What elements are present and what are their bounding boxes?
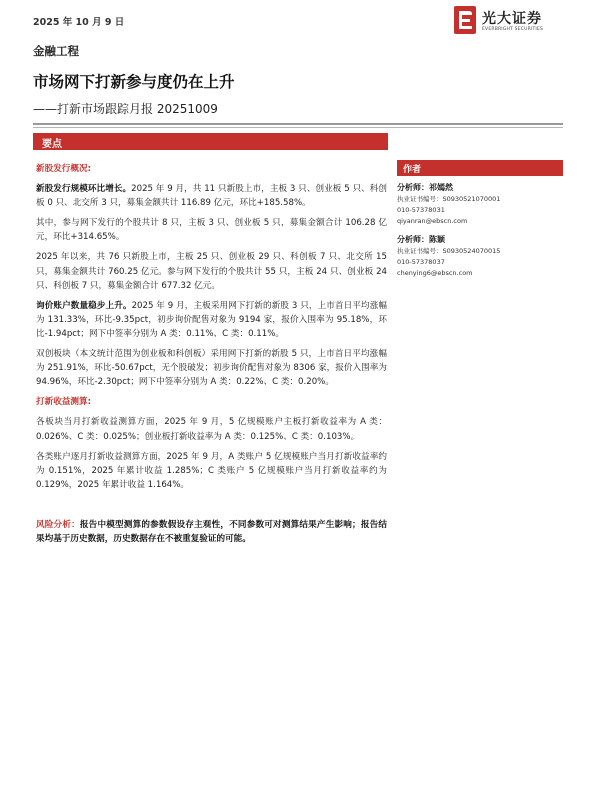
new-issue-heading: 新股发行概况: [36,164,91,174]
paragraph-7: 各类账户逐月打新收益测算方面，2025 年 9 月，A 类账户 5 亿规模账户当月打新收益率约为 0.151%，2025 年累计收益 1.285%；C 类账户 5 亿规模账户当月打新收益率约为 0.129%，2025 年累计收益 1.164%。 [36,451,387,490]
company-logo [454,6,574,36]
paragraph-1-body: 2025 年 9 月，共 11 只新股上市，主板 3 只、创业板 5 只、科创板 0 只、北交所 3 只，募集金额共计 116.89 亿元，环比+185.58%。 [36,184,387,209]
analyst-card [397,233,563,279]
paragraph-5: 双创板块（本文统计范围为创业板和科创板）采用网下打新的新股 5 只，上市首日平均涨幅为 251.91%，环比-50.67pct，无个股破发；初步询价配售对象为 8306 家，报价入围率为 94.96%，环比-2.30pct；网下中签率分别为 A 类：0.22%、C 类：0.20%。 [36,349,387,388]
analyst-phone: 010-57378037 [397,258,445,266]
logo-english-name: EVERBRIGHT SECURITIES [482,27,544,32]
header-divider [33,123,563,125]
analyst-name: 祁嫣然 [429,183,453,192]
paragraph-2: 其中，参与网下发行的个股共计 8 只，主板 3 只、创业板 5 只，募集金额合计 106.28 亿元，环比+314.65%。 [36,218,387,243]
analyst-card [397,181,563,227]
risk-text: 报告中模型测算的参数假设存主观性，不同参数可对测算结果产生影响；报告结果均基于历史数据，历史数据存在不被重复验证的可能。 [36,519,387,544]
risk-paragraph [36,518,387,546]
report-subtitle: ——打新市场跟踪月报 20251009 [33,102,218,116]
main-content [36,162,387,552]
analyst-role: 分析师： [397,183,429,192]
analyst-email[interactable]: qiyanran@ebscn.com [397,217,468,225]
report-date: 2025 年 10 月 9 日 [33,17,125,28]
analyst-license: 执业证书编号：S0930524070015 [397,247,501,255]
risk-label: 风险分析： [36,519,80,530]
paragraph-4-lead: 询价账户数量稳步上升。 [36,300,132,311]
everbright-logo-icon [454,6,476,34]
report-title: 市场网下打新参与度仍在上升 [33,73,235,91]
paragraph-3: 2025 年以来，共 76 只新股上市，主板 25 只、创业板 29 只、科创板 7 只、北交所 15 只，募集金额共计 760.25 亿元。参与网下发行的个股共计 55 只，主板 24 只、创业板 24 只、科创板 7 只，募集金额合计 677.32 亿元。 [36,252,387,291]
analyst-license: 执业证书编号：S0930521070001 [397,195,501,203]
analyst-name-line [397,233,563,246]
paragraph-4-body: 2025 年 9 月，主板采用网下打新的新股 3 只，上市首日平均涨幅为 131.33%，环比-9.35pct，初步询价配售对象为 9194 家，报价入围率为 95.18%，环比-1.94pct；网下中签率分别为 A 类：0.11%、C 类：0.11%。 [36,300,387,339]
paragraph-1-lead: 新股发行规模环比增长。 [36,184,132,195]
analyst-role: 分析师： [397,235,429,244]
spacer [36,498,387,518]
paragraph-1 [36,182,387,210]
analyst-name: 陈颖 [429,235,445,244]
paragraph-6: 各板块当月打新收益测算方面，2025 年 9 月，5 亿规模账户主板打新收益率为 A 类：0.026%、C 类：0.025%；创业板打新收益率为 A 类：0.125%、C 类：0.103%。 [36,417,387,442]
author-header [397,160,563,176]
analyst-name-line [397,181,563,194]
analyst-phone: 010-57378031 [397,206,445,214]
key-points-header [33,133,388,150]
report-category: 金融工程 [33,44,79,58]
logo-chinese-name: 光大证券 [482,11,542,27]
yield-heading: 打新收益测算: [36,397,91,408]
key-points-label: 要点 [42,139,62,150]
header-divider-thin [33,127,563,128]
analyst-email[interactable]: chenying6@ebscn.com [397,269,473,277]
author-label: 作者 [403,165,422,175]
paragraph-4 [36,299,387,341]
